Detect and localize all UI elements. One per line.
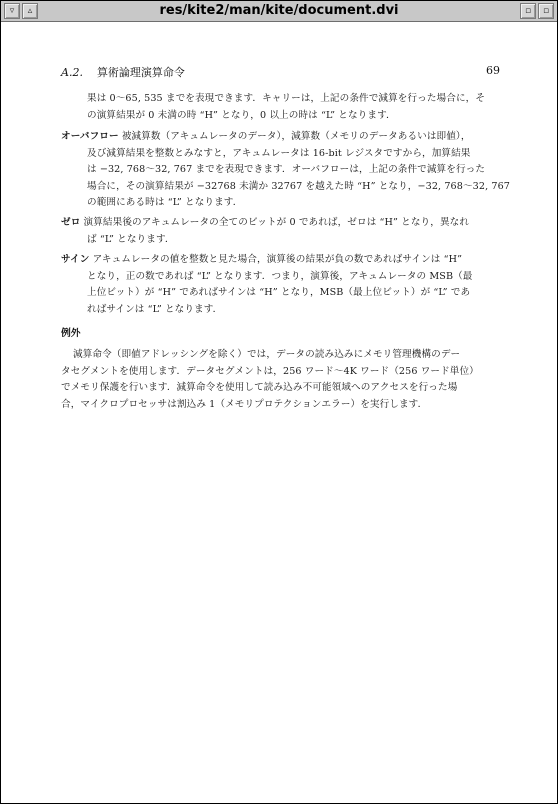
definition-text: アキュムレータの値を整数と見た場合，演算後の結果が負の数であればサインは “H” [89,254,463,265]
paragraph-line: でメモリ保護を行います．減算命令を使用して読み込み不可能領域へのアクセスを行った場 [61,382,458,393]
definition-line: の範囲にある時は “L” となります． [87,197,243,208]
definition-line: は −32, 768～32, 767 までを表現できます．オーバフローは，上記の条件で減算を行った [87,164,486,175]
paragraph-line: の演算結果が 0 未満の時 “H” となり，0 以上の時は “L” となります． [87,109,396,121]
definition-line: ば “L” となります． [87,233,175,245]
window-menu-button[interactable]: ▿ [4,3,20,19]
exception-paragraph [61,347,503,413]
section-title: 算術論理演算命令 [96,66,185,79]
continuation-paragraph [87,91,503,124]
paragraph-line: 合，マイクロプロセッサは割込み 1（メモリプロテクションエラー）を実行します． [61,398,428,410]
paragraph-line: 果は 0～65, 535 までを表現できます．キャリーは，上記の条件で減算を行った場合に，そ [87,93,486,104]
definition-line: 及び減算結果を整数とみなすと，アキュムレータは 16-bit レジスタですから，加算結果 [87,147,471,159]
definition-overflow [61,129,510,212]
exception-heading: 例外 [61,328,81,339]
definition-line: となり，正の数であれば “L” となります．つまり，演算後，アキュムレータの MSB（最 [87,270,473,282]
definition-term: ゼロ [61,217,81,228]
paragraph-line: 減算命令（即値アドレッシングを除く）では，データの読み込みにメモリ管理機構のデー [73,349,461,360]
definition-term: オーバフロー [61,131,119,142]
minimize-button[interactable]: ▫ [520,3,536,19]
page-number: 69 [486,64,500,77]
title-bar[interactable] [1,1,557,22]
definition-text: 演算結果後のアキュムレータの全てのビットが 0 であれば，ゼロは “H” となり，異なれ [80,217,470,228]
window-title: res/kite2/man/kite/document.dvi [159,3,399,18]
definition-line: 上位ビット）が “H” であればサインは “H” となり，MSB（最上位ビット）が “L” であ [87,287,471,298]
definition-line: ればサインは “L” となります． [87,303,223,315]
definition-zero [61,215,503,248]
shade-button[interactable]: ▵ [22,3,38,19]
running-header [61,64,185,80]
section-number: A.2. [61,66,83,79]
definition-text: 被減算数（アキュムレータのデータ），減算数（メモリのデータあるいは即値）， [118,131,471,142]
document-page [1,22,557,803]
definition-sign [61,252,503,318]
definition-line: 場合に，その演算結果が −32768 未満か 32767 を越えた時 “H” となり，−32, 768～32, 767 [87,180,510,192]
paragraph-line: タセグメントを使用します．データセグメントは，256 ワード～4K ワード（256 ワード単位） [61,365,479,377]
maximize-button[interactable]: ▫ [538,3,554,19]
definition-term: サイン [61,254,90,265]
